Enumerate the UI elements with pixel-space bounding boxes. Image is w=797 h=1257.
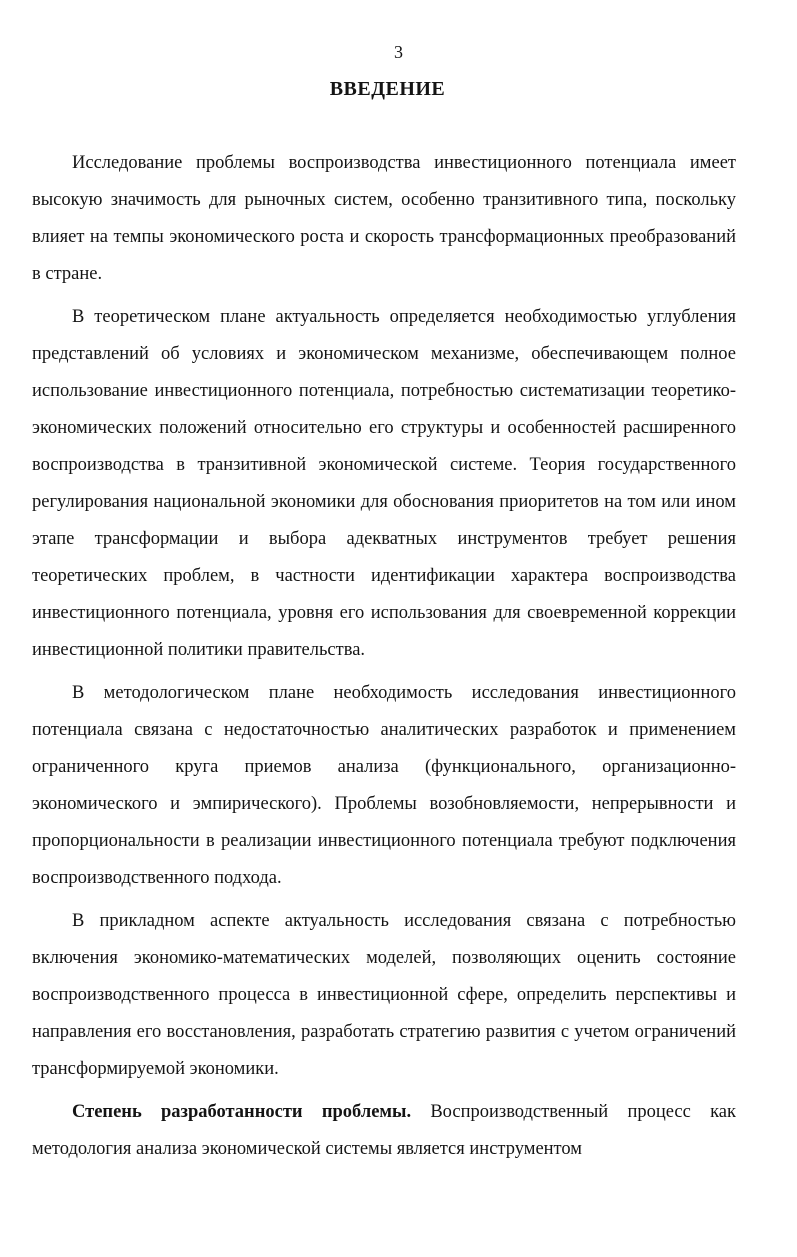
paragraph-methodological: В методологическом плане необходимость исследования инвестиционного потенциала связана с недостаточностью аналитических разработок и применением ограниченного круга приемов анализа (функционального, организационно-экономического и эмпирического). Проблемы возобновляемости, непрерывности и пропорциональности в реализации инвестиционного потенциала требуют подключения воспроизводственного подхода. (32, 683, 736, 888)
body-text (32, 145, 736, 1168)
paragraph-intro: Исследование проблемы воспроизводства инвестиционного потенциала имеет высокую значимость для рыночных систем, особенно транзитивного типа, поскольку влияет на темпы экономического роста и скорость трансформационных преобразований в стране. (32, 153, 736, 284)
paragraph-applied: В прикладном аспекте актуальность исследования связана с потребностью включения экономико-математических моделей, позволяющих оценить состояние воспроизводственного процесса в инвестиционной сфере, определить перспективы и направления его восстановления, разработать стратегию развития с учетом ограничений трансформируемой экономики. (32, 911, 736, 1079)
paragraph-degree-of-development (32, 1094, 736, 1168)
paragraph-text: Воспроизводственный процесс как методология анализа экономической системы является инструментом (32, 1102, 736, 1159)
page-title: ВВЕДЕНИЕ (329, 78, 446, 100)
page-number: 3 (394, 42, 403, 62)
paragraph-theoretical: В теоретическом плане актуальность определяется необходимостью углубления представлений об условиях и экономическом механизме, обеспечивающем полное использование инвестиционного потенциала, потребностью систематизации теоретико-экономических положений относительно его структуры и особенностей расширенного воспроизводства в транзитивной экономической системе. Теория государственного регулирования национальной экономики для обоснования приоритетов на том или ином этапе трансформации и выбора адекватных инструментов требует решения теоретических проблем, в частности идентификации характера воспроизводства инвестиционного потенциала, уровня его использования для своевременной коррекции инвестиционной политики правительства. (32, 307, 736, 660)
paragraph-lead-in: Степень разработанности проблемы. (72, 1102, 412, 1122)
